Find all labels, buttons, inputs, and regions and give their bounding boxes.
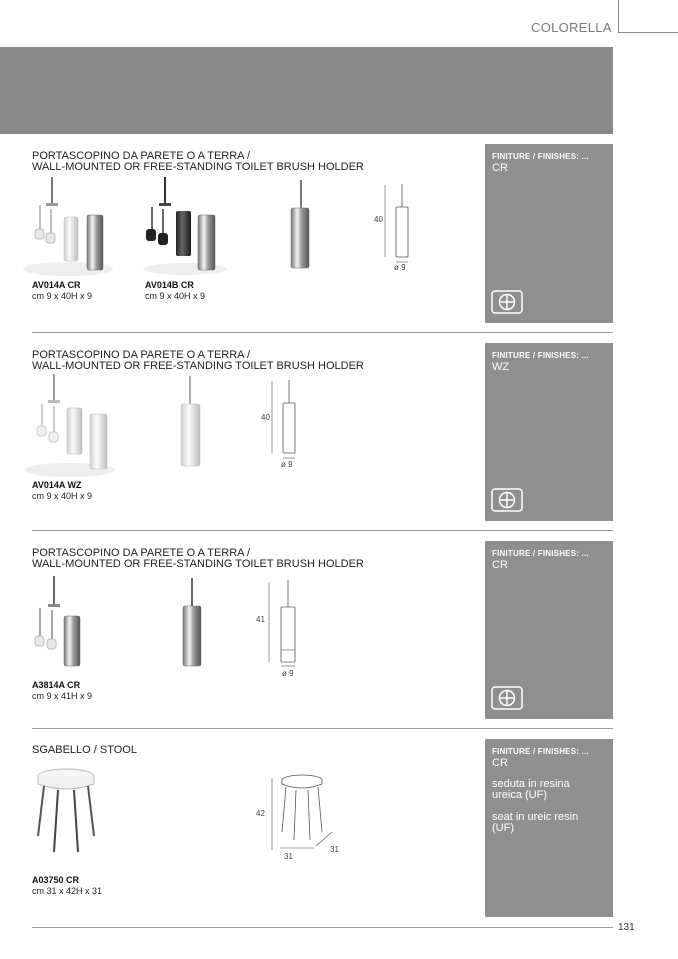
drawing-4-width: 31 (284, 852, 293, 861)
finish-note-en-line-1: seat in ureic resin (492, 811, 579, 823)
product-dimensions: cm 9 x 41H x 9 (32, 691, 93, 701)
drawing-2-diameter: ø 9 (281, 460, 293, 469)
corner-mark-horizontal (618, 32, 678, 33)
drawing-4-height: 42 (256, 809, 265, 818)
header-banner (0, 47, 613, 134)
section-divider (32, 728, 613, 729)
finish-label: FINITURE / FINISHES: ... (492, 152, 589, 161)
drawing-4-depth: 31 (330, 845, 339, 854)
product-code: AV014A CR (32, 280, 81, 290)
product-photo-a03750-cr (34, 766, 98, 858)
product-code: AV014A WZ (32, 480, 82, 490)
product-photo-chrome-holder (285, 180, 315, 272)
finish-value: CR (492, 757, 508, 769)
product-photo-a3814a-cr (30, 576, 100, 671)
drawing-1-height: 40 (374, 215, 383, 224)
product-code: A3814A CR (32, 680, 81, 690)
section-3-title-en: WALL-MOUNTED OR FREE-STANDING TOILET BRUSH HOLDER (32, 558, 364, 570)
product-code: A03750 CR (32, 875, 80, 885)
finish-note-en-line-2: (UF) (492, 822, 514, 834)
section-divider (32, 332, 613, 333)
section-1-title-it: PORTASCOPINO DA PARETE O A TERRA / (32, 150, 251, 162)
finish-note-it-line-1: seduta in resina (492, 778, 570, 790)
page-number: 131 (618, 922, 635, 933)
finish-label: FINITURE / FINISHES: ... (492, 549, 589, 558)
product-code: AV014B CR (145, 280, 194, 290)
corner-mark-vertical (618, 0, 619, 33)
drawing-1-diameter: ø 9 (394, 263, 406, 272)
product-dimensions: cm 9 x 40H x 9 (145, 291, 206, 301)
technical-drawing-4 (252, 770, 347, 865)
product-photo-av014b-cr (140, 177, 230, 277)
product-dimensions: cm 31 x 42H x 31 (32, 886, 103, 896)
product-dimensions: cm 9 x 40H x 9 (32, 291, 93, 301)
section-3-title-it: PORTASCOPINO DA PARETE O A TERRA / (32, 547, 251, 559)
brand-name: COLORELLA (531, 20, 612, 35)
finish-panel (485, 144, 613, 323)
drawing-3-diameter: ø 9 (282, 669, 294, 678)
product-photo-av014a-wz (20, 374, 120, 479)
drawing-2-height: 40 (261, 413, 270, 422)
wall-mount-icon (491, 488, 523, 512)
product-photo-av014a-cr (18, 177, 118, 277)
technical-drawing-3 (252, 578, 307, 684)
finish-value: WZ (492, 361, 510, 373)
finish-note-it-line-2: ureica (UF) (492, 789, 548, 801)
wall-mount-icon (491, 290, 523, 314)
footer-rule (32, 927, 613, 928)
product-photo-chrome-holder-2 (178, 578, 208, 670)
finish-value: CR (492, 162, 508, 174)
technical-drawing-2 (258, 378, 308, 472)
finish-panel (485, 541, 613, 719)
section-4-title: SGABELLO / STOOL (32, 744, 137, 756)
wall-mount-icon (491, 686, 523, 710)
finish-label: FINITURE / FINISHES: ... (492, 747, 589, 756)
product-dimensions: cm 9 x 40H x 9 (32, 491, 93, 501)
product-photo-white-holder (175, 376, 205, 468)
finish-panel (485, 343, 613, 521)
section-divider (32, 530, 613, 531)
finish-label: FINITURE / FINISHES: ... (492, 351, 589, 360)
finish-panel (485, 739, 613, 917)
section-1-title-en: WALL-MOUNTED OR FREE-STANDING TOILET BRUSH HOLDER (32, 161, 364, 173)
finish-value: CR (492, 559, 508, 571)
technical-drawing-1 (368, 182, 418, 274)
section-2-title-en: WALL-MOUNTED OR FREE-STANDING TOILET BRUSH HOLDER (32, 360, 364, 372)
section-2-title-it: PORTASCOPINO DA PARETE O A TERRA / (32, 349, 251, 361)
drawing-3-height: 41 (256, 615, 265, 624)
